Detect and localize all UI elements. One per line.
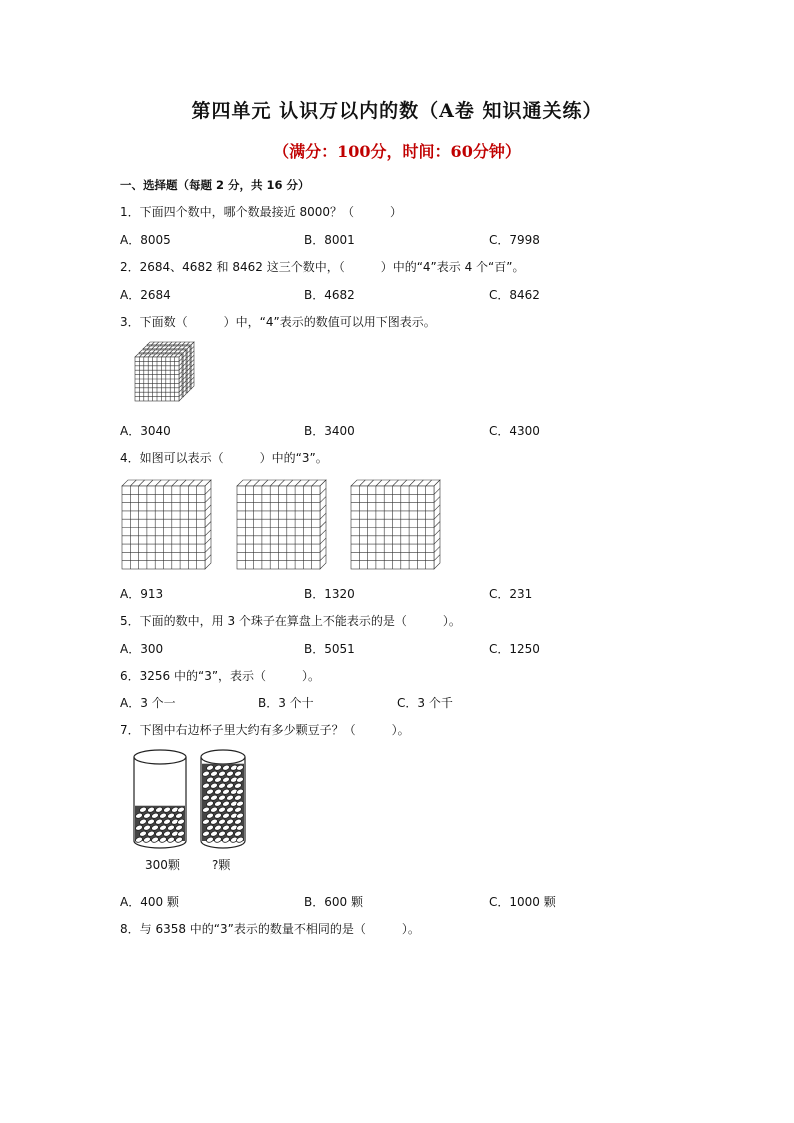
q6-option-c: C．3 个千 xyxy=(397,696,453,710)
question-2: 2．2684、4682 和 8462 这三个数中，（ ）中的“4”表示 4 个“百”。 xyxy=(120,260,525,274)
q6-option-a: A．3 个一 xyxy=(120,696,176,710)
q4-option-c: C．231 xyxy=(489,587,533,601)
jar-label-left: 300颗 xyxy=(145,858,180,872)
q5-option-b: B．5051 xyxy=(304,642,355,656)
question-5: 5．下面的数中，用 3 个珠子在算盘上不能表示的是（ ）。 xyxy=(120,614,461,628)
question-1: 1．下面四个数中，哪个数最接近 8000？（ ） xyxy=(120,205,402,219)
hundred-flat-figure xyxy=(120,478,220,578)
exam-info: （满分：100分，时间：60分钟） xyxy=(273,142,521,161)
q3-option-b: B．3400 xyxy=(304,424,355,438)
page-title: 第四单元 认识万以内的数（A卷 知识通关练） xyxy=(191,100,603,122)
q3-option-a: A．3040 xyxy=(120,424,171,438)
jar-label-right: ?颗 xyxy=(212,858,231,872)
q7-option-a: A．400 颗 xyxy=(120,895,179,909)
section-heading: 一、选择题（每题 2 分，共 16 分） xyxy=(120,178,310,192)
q1-option-b: B．8001 xyxy=(304,233,355,247)
hundred-flat-figure xyxy=(349,478,449,578)
q7-option-c: C．1000 颗 xyxy=(489,895,556,909)
q1-option-a: A．8005 xyxy=(120,233,171,247)
q2-option-a: A．2684 xyxy=(120,288,171,302)
q2-option-b: B．4682 xyxy=(304,288,355,302)
q7-option-b: B．600 颗 xyxy=(304,895,363,909)
q6-option-b: B．3 个十 xyxy=(258,696,314,710)
q4-option-a: A．913 xyxy=(120,587,164,601)
thousand-cubes-figure xyxy=(133,343,213,413)
question-7: 7．下图中右边杯子里大约有多少颗豆子？（ ）。 xyxy=(120,723,410,737)
q4-option-b: B．1320 xyxy=(304,587,355,601)
question-3: 3．下面数（ ）中，“4”表示的数值可以用下图表示。 xyxy=(120,315,436,329)
q2-option-c: C．8462 xyxy=(489,288,540,302)
bean-jar-illustration xyxy=(132,749,192,854)
q5-option-c: C．1250 xyxy=(489,642,540,656)
bean-jar-illustration xyxy=(199,749,249,854)
q5-option-a: A．300 xyxy=(120,642,164,656)
q1-option-c: C．7998 xyxy=(489,233,540,247)
question-6: 6．3256 中的“3”，表示（ ）。 xyxy=(120,669,321,683)
question-8: 8．与 6358 中的“3”表示的数量不相同的是（ ）。 xyxy=(120,922,420,936)
hundred-flat-figure xyxy=(235,478,335,578)
question-4: 4．如图可以表示（ ）中的“3”。 xyxy=(120,451,328,465)
q3-option-c: C．4300 xyxy=(489,424,540,438)
